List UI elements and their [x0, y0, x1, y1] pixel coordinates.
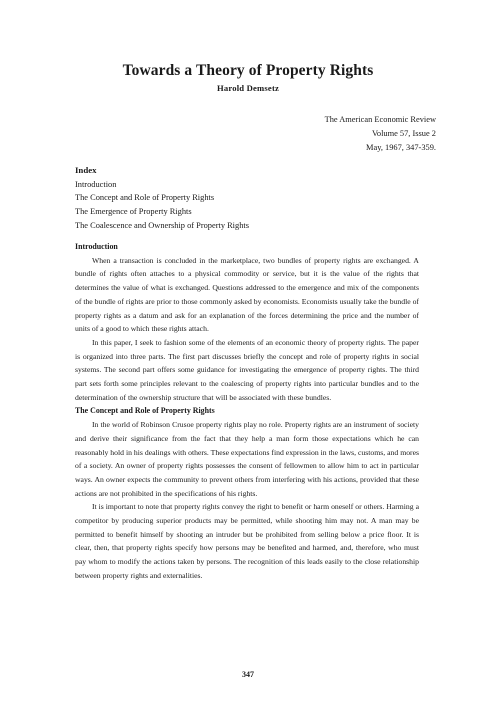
index-item-emergence[interactable]: The Emergence of Property Rights: [75, 207, 192, 217]
index-item-concept-role[interactable]: The Concept and Role of Property Rights: [75, 193, 215, 203]
page-number: 347: [242, 670, 254, 679]
index-item-coalescence[interactable]: The Coalescence and Ownership of Property Rights: [75, 220, 249, 230]
index-heading: Index: [75, 165, 97, 175]
citation-block: [325, 113, 436, 155]
document-title: Towards a Theory of Property Rights: [122, 62, 374, 79]
journal-date-pages: May, 1967, 347-359.: [366, 143, 436, 152]
paragraph: In this paper, I seek to fashion some of the elements of an economic theory of property rights. The paper is organized into three parts. The first part discusses briefly the concept and role of property rights in social systems. The second part offers some guidance for investigating the emergence of property rights. The third part sets forth some principles relevant to the coalescing of property rights into particular bundles and to the determination of the ownership structure that will be associated with these bundles.: [75, 337, 419, 402]
journal-volume: Volume 57, Issue 2: [371, 129, 436, 138]
index-block: [75, 164, 249, 233]
index-item-introduction[interactable]: Introduction: [75, 179, 117, 189]
author-name: Harold Demsetz: [216, 83, 280, 93]
paragraph: It is important to note that property rights convey the right to benefit or harm oneself or others. Harming a competitor by producing superior products may be permitted, while shooting him may not. A man may be permitted to benefit himself by shooting an intruder but be prohibited from selling below a price floor. It is clear, then, that property rights specify how persons may be benefited and harmed, and, therefore, who must pay whom to modify the actions taken by persons. The recognition of this leads easily to the close relationship between property rights and externalities.: [75, 502, 419, 580]
journal-name: The American Economic Review: [324, 115, 436, 124]
section-heading-concept-role: The Concept and Role of Property Rights: [75, 406, 215, 416]
body-text: [75, 240, 419, 583]
paragraph: In the world of Robinson Crusoe property rights play no role. Property rights are an instrument of society and derive their significance from the fact that they help a man form those expectations which he can reasonably hold in his dealings with others. These expectations find expression in the laws, customs, and mores of a society. An owner of property rights possesses the consent of fellowmen to allow him to act in particular ways. An owner expects the community to prevent others from interfering with his actions, provided that these actions are not prohibited in the specifications of his rights.: [75, 420, 419, 498]
section-heading-introduction: Introduction: [75, 242, 118, 251]
paragraph: When a transaction is concluded in the marketplace, two bundles of property rights are exchanged. A bundle of rights often attaches to a physical commodity or service, but it is the value of the rights that determines the value of what is exchanged. Questions addressed to the emergence and mix of the components of the bundle of rights are prior to those commonly asked by economists. Economists usually take the bundle of property rights as a datum and ask for an explanation of the forces determining the price and the number of units of a good to which these rights attach.: [75, 255, 419, 334]
